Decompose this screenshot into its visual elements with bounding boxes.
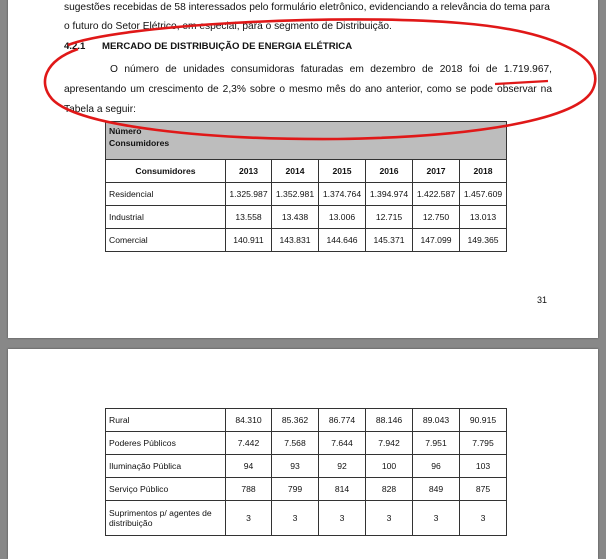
page-number: 31 [537, 295, 548, 305]
table-cell: 85.362 [272, 409, 319, 432]
table-row [106, 501, 507, 536]
table-cell: 3 [319, 501, 366, 536]
table-row [106, 409, 507, 432]
row-label: Iluminação Pública [106, 455, 226, 478]
table-cell: 90.915 [460, 409, 507, 432]
table-cell: 7.644 [319, 432, 366, 455]
highlighted-figure: 1.719.967 [503, 64, 550, 75]
table-cell: 140.911 [226, 229, 272, 252]
column-header-consumidores: Consumidores [106, 160, 226, 183]
document-page-32 [8, 349, 598, 559]
row-label: Comercial [106, 229, 226, 252]
table-cell: 93 [272, 455, 319, 478]
row-label: Poderes Públicos [106, 432, 226, 455]
table-cell: 143.831 [272, 229, 319, 252]
table-cell: 1.457.609 [460, 183, 507, 206]
row-label: Residencial [106, 183, 226, 206]
table-cell: 814 [319, 478, 366, 501]
table-row [106, 229, 507, 252]
table-cell: 149.365 [460, 229, 507, 252]
table-cell: 1.394.974 [366, 183, 413, 206]
table-row [106, 432, 507, 455]
table-cell: 89.043 [413, 409, 460, 432]
table-cell: 144.646 [319, 229, 366, 252]
table-cell: 7.568 [272, 432, 319, 455]
column-header-year: 2018 [460, 160, 507, 183]
table-cell: 7.942 [366, 432, 413, 455]
table-cell: 12.750 [413, 206, 460, 229]
table-cell: 1.352.981 [272, 183, 319, 206]
consumers-table-continued [105, 408, 507, 536]
row-label: Industrial [106, 206, 226, 229]
column-header-year: 2015 [319, 160, 366, 183]
section-title: MERCADO DE DISTRIBUIÇÃO DE ENERGIA ELÉTRICA [102, 41, 353, 52]
table-cell: 147.099 [413, 229, 460, 252]
column-header-year: 2014 [272, 160, 319, 183]
table-cell: 145.371 [366, 229, 413, 252]
table-cell: 13.006 [319, 206, 366, 229]
table-row [106, 478, 507, 501]
table-cell: 3 [226, 501, 272, 536]
table-cell: 86.774 [319, 409, 366, 432]
table-cell: 88.146 [366, 409, 413, 432]
column-header-year: 2013 [226, 160, 272, 183]
table-row [106, 206, 507, 229]
table-cell: 7.442 [226, 432, 272, 455]
table-cell: 799 [272, 478, 319, 501]
table-cell: 788 [226, 478, 272, 501]
table-cell: 94 [226, 455, 272, 478]
table-cell: 12.715 [366, 206, 413, 229]
section-number: 4.2.1 [64, 41, 86, 52]
table-cell: 828 [366, 478, 413, 501]
intro-line-2: o futuro do Setor Elétrico, em especial, para o segmento de Distribuição. [64, 21, 392, 32]
document-page-31 [8, 0, 598, 338]
table-cell: 96 [413, 455, 460, 478]
table-cell: 100 [366, 455, 413, 478]
row-label: Suprimentos p/ agentes de distribuição [106, 501, 226, 536]
table-cell: 92 [319, 455, 366, 478]
table-cell: 13.558 [226, 206, 272, 229]
table-cell: 3 [460, 501, 507, 536]
paragraph-part-2: , apresentando um crescimento de 2,3% sobre o mesmo mês do ano anterior, como se pode observar na Tabela a seguir: [64, 64, 552, 115]
row-label: Rural [106, 409, 226, 432]
table-cell: 849 [413, 478, 460, 501]
paragraph-part-1: O número de unidades consumidoras faturadas em dezembro de 2018 foi de [110, 64, 504, 75]
row-label: Serviço Público [106, 478, 226, 501]
table-cell: 7.795 [460, 432, 507, 455]
red-underline [495, 81, 548, 84]
table-title: Número Consumidores [106, 122, 507, 160]
table-cell: 875 [460, 478, 507, 501]
table-cell: 1.422.587 [413, 183, 460, 206]
red-annotation-ellipse [8, 0, 598, 197]
table-cell: 7.951 [413, 432, 460, 455]
table-row [106, 455, 507, 478]
table-cell: 103 [460, 455, 507, 478]
table-cell: 3 [272, 501, 319, 536]
table-cell: 1.325.987 [226, 183, 272, 206]
table-cell: 1.374.764 [319, 183, 366, 206]
intro-line-1: sugestões recebidas de 58 interessados pelo formulário eletrônico, evidenciando a relevância do tema para [64, 2, 550, 13]
table-cell: 84.310 [226, 409, 272, 432]
column-header-year: 2017 [413, 160, 460, 183]
table-cell: 13.013 [460, 206, 507, 229]
table-cell: 3 [366, 501, 413, 536]
column-header-year: 2016 [366, 160, 413, 183]
table-cell: 3 [413, 501, 460, 536]
table-cell: 13.438 [272, 206, 319, 229]
